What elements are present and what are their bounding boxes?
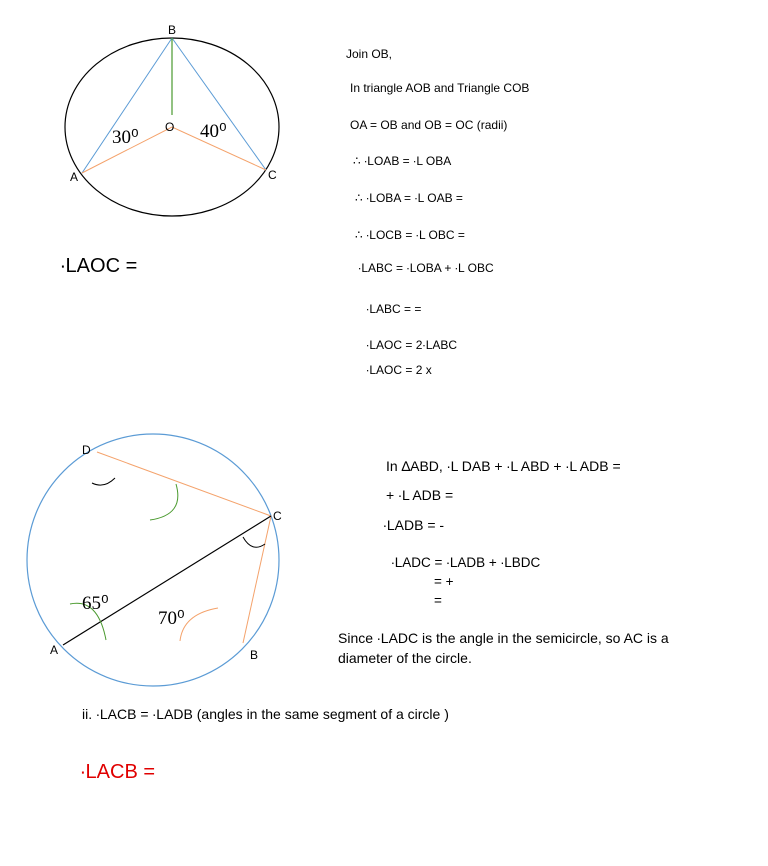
solution1-line-9: ∙LAOC = 2∙LABC xyxy=(366,338,458,352)
chord-DC xyxy=(97,452,271,516)
arc-C xyxy=(243,537,265,547)
solution1-line-2: In triangle AOB and Triangle COB xyxy=(350,81,530,95)
point-B-label: B xyxy=(168,23,177,37)
arc-D xyxy=(92,478,115,485)
solution2-answer: ∙LACB = xyxy=(80,761,156,783)
angle-30-label: 30⁰ xyxy=(112,127,139,148)
point-O-label: O xyxy=(165,120,175,134)
chord-AB xyxy=(82,38,175,173)
point-A-label: A xyxy=(70,170,79,184)
solution1-line-6: ∴ ∙LOCB = ∙L OBC = xyxy=(355,228,465,242)
angle-70-label: 70⁰ xyxy=(158,608,185,629)
point-C2-label: C xyxy=(273,509,282,523)
solution2-para-line-2: diameter of the circle. xyxy=(338,650,472,666)
solution2-line-4: ∙LADC = ∙LADB + ∙LBDC xyxy=(391,555,541,570)
solution1-line-4: ∴ ∙LOAB = ∙L OBA xyxy=(353,154,452,168)
solution1-line-10: ∙LAOC = 2 x xyxy=(366,363,432,377)
angle-40-label: 40⁰ xyxy=(200,121,227,142)
chord-BC xyxy=(172,38,266,170)
solution1-answer: ∙LAOC = xyxy=(60,255,138,277)
solution1-line-3: OA = OB and OB = OC (radii) xyxy=(350,118,508,132)
point-B2-label: B xyxy=(250,648,259,662)
solution1-line-1: Join OB, xyxy=(346,47,393,61)
solution2-line-6: = xyxy=(434,593,442,608)
solution2-line-1: In ∆ABD, ∙L DAB + ∙L ABD + ∙L ADB = xyxy=(386,458,621,474)
arc-green-top xyxy=(150,484,178,520)
solution1-line-8: ∙LABC = = xyxy=(366,302,422,316)
chord-CB xyxy=(243,516,271,643)
solution1-line-5: ∴ ∙LOBA = ∙L OAB = xyxy=(355,191,463,205)
arc-B xyxy=(180,608,218,641)
solution2-part-ii: ii. ∙LACB = ∙LADB (angles in the same segment of a circle ) xyxy=(82,706,449,722)
solution2-line-5: = + xyxy=(434,574,454,589)
point-C-label: C xyxy=(268,168,277,182)
circle-2 xyxy=(27,434,279,686)
solution2-line-3: ∙LADB = - xyxy=(383,517,445,533)
point-A2-label: A xyxy=(50,643,59,657)
solution2-para-line-1: Since ∙LADC is the angle in the semicircle, so AC is a xyxy=(338,630,669,646)
solution2-line-2: + ∙L ADB = xyxy=(386,487,454,503)
angle-65-label: 65⁰ xyxy=(82,593,109,614)
point-D-label: D xyxy=(82,443,91,457)
solution1-line-7: ∙LABC = ∙LOBA + ∙L OBC xyxy=(358,261,494,275)
